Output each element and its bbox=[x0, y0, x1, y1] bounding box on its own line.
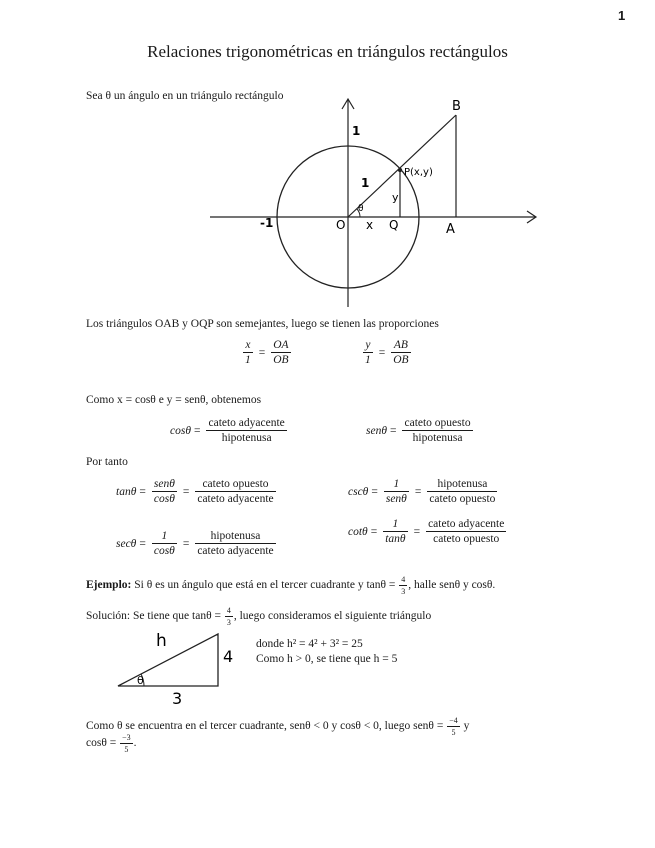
cot-definition bbox=[348, 518, 509, 545]
label-theta: θ bbox=[358, 204, 364, 214]
fraction bbox=[225, 606, 233, 627]
por-tanto-text: Por tanto bbox=[86, 456, 128, 468]
como-text: Como x = cosθ e y = senθ, obtenemos bbox=[86, 394, 262, 406]
equals: = bbox=[378, 346, 386, 359]
point-p bbox=[398, 168, 402, 172]
fraction bbox=[271, 339, 290, 366]
denominator: hipotenusa bbox=[412, 432, 463, 444]
label-one-top: 1 bbox=[352, 124, 361, 138]
label-three: 3 bbox=[172, 689, 183, 708]
numerator: y bbox=[363, 339, 373, 353]
denominator: senθ bbox=[385, 493, 407, 505]
solution-text bbox=[86, 606, 431, 627]
equals: = bbox=[139, 485, 146, 498]
numerator: AB bbox=[391, 339, 410, 353]
fraction bbox=[206, 417, 286, 444]
segment-ob bbox=[348, 115, 456, 217]
fraction bbox=[384, 478, 409, 505]
fraction bbox=[383, 518, 407, 545]
denominator: hipotenusa bbox=[221, 432, 272, 444]
numerator: cateto opuesto bbox=[195, 478, 275, 492]
numerator: hipotenusa bbox=[427, 478, 497, 492]
right-triangle-diagram bbox=[110, 628, 250, 708]
label-x: x bbox=[366, 218, 374, 232]
page-title: Relaciones trigonométricas en triángulos rectángulos bbox=[147, 42, 508, 61]
conclusion-text-c: cosθ = bbox=[86, 737, 120, 750]
numerator: −4 bbox=[449, 716, 458, 725]
denominator: cateto opuesto bbox=[433, 533, 500, 545]
numerator: cateto adyacente bbox=[208, 417, 285, 429]
numerator: cateto adyacente bbox=[428, 518, 505, 530]
solution-text-a: Solución: Se tiene que tanθ = bbox=[86, 610, 224, 623]
numerator: 1 bbox=[384, 478, 409, 492]
label-neg-one: -1 bbox=[260, 216, 274, 230]
equals: = bbox=[370, 525, 378, 538]
conclusion-text-d: . bbox=[133, 737, 137, 750]
equals: = bbox=[193, 424, 201, 437]
denominator: 1 bbox=[245, 354, 251, 366]
proportion-y bbox=[360, 339, 414, 366]
label-b: B bbox=[452, 99, 461, 114]
example-label: Ejemplo: bbox=[86, 579, 132, 592]
fraction bbox=[402, 417, 472, 444]
numerator: 4 bbox=[226, 606, 231, 615]
proportion-x bbox=[240, 339, 294, 366]
fraction bbox=[447, 716, 460, 737]
page-number: 1 bbox=[618, 8, 626, 23]
numerator: cateto opuesto bbox=[404, 417, 471, 429]
denominator: cateto opuesto bbox=[429, 493, 496, 505]
sen-definition bbox=[366, 417, 476, 444]
numerator: OA bbox=[273, 339, 289, 351]
fraction bbox=[152, 478, 177, 505]
tan-definition bbox=[116, 478, 279, 505]
conclusion-line-1 bbox=[86, 716, 469, 737]
denominator: cateto adyacente bbox=[197, 493, 274, 505]
equals: = bbox=[389, 424, 397, 437]
denominator: cateto adyacente bbox=[197, 545, 274, 557]
label-h: h bbox=[156, 631, 167, 651]
equals: = bbox=[414, 485, 422, 498]
numerator: x bbox=[243, 339, 253, 353]
numerator: hipotenusa bbox=[195, 530, 275, 544]
conclusion-text-b: y bbox=[460, 720, 470, 733]
sen-lhs: senθ bbox=[366, 424, 387, 437]
equals: = bbox=[413, 525, 421, 538]
label-y: y bbox=[392, 191, 399, 204]
denominator: 5 bbox=[451, 728, 456, 737]
numerator: 1 bbox=[383, 518, 407, 532]
denominator: 1 bbox=[365, 354, 371, 366]
fraction bbox=[426, 518, 506, 545]
example-text bbox=[86, 575, 495, 596]
fraction bbox=[152, 530, 177, 557]
similar-text: Los triángulos OAB y OQP son semejantes, luego se tienen las proporciones bbox=[86, 318, 439, 330]
denominator: 3 bbox=[226, 618, 231, 627]
fraction bbox=[399, 575, 407, 596]
denominator: 3 bbox=[401, 587, 406, 596]
label-one-radius: 1 bbox=[361, 176, 370, 190]
unit-circle-diagram bbox=[200, 95, 545, 315]
equals: = bbox=[182, 485, 190, 498]
intro-text: Sea θ un ángulo en un triángulo rectángulo bbox=[86, 90, 284, 102]
fraction bbox=[243, 339, 253, 366]
cos-definition bbox=[170, 417, 290, 444]
cot-lhs: cotθ bbox=[348, 525, 368, 538]
donde-line-1: donde h² = 4² + 3² = 25 bbox=[256, 638, 363, 650]
sec-definition bbox=[116, 530, 279, 557]
label-theta: θ bbox=[137, 674, 144, 687]
denominator: cosθ bbox=[153, 545, 175, 557]
denominator: OB bbox=[393, 354, 409, 366]
label-q: Q bbox=[389, 218, 399, 232]
fraction bbox=[391, 339, 410, 366]
equals: = bbox=[139, 537, 146, 550]
conclusion-line-2 bbox=[86, 733, 136, 754]
numerator: 4 bbox=[401, 575, 406, 584]
cos-lhs: cosθ bbox=[170, 424, 191, 437]
sec-lhs: secθ bbox=[116, 537, 137, 550]
equals: = bbox=[371, 485, 378, 498]
example-text-b: , halle senθ y cosθ. bbox=[408, 579, 496, 592]
label-four: 4 bbox=[223, 647, 234, 666]
equals: = bbox=[182, 537, 190, 550]
label-a: A bbox=[446, 222, 455, 237]
denominator: OB bbox=[273, 354, 289, 366]
fraction bbox=[195, 530, 275, 557]
denominator: tanθ bbox=[385, 533, 406, 545]
solution-text-b: , luego consideramos el siguiente triángulo bbox=[233, 610, 432, 623]
conclusion-text-a: Como θ se encuentra en el tercer cuadrante, senθ < 0 y cosθ < 0, luego senθ = bbox=[86, 720, 447, 733]
csc-definition bbox=[348, 478, 500, 505]
label-o: O bbox=[336, 218, 346, 232]
triangle bbox=[118, 634, 218, 686]
example-text-a: Si θ es un ángulo que está en el tercer cuadrante y tanθ = bbox=[131, 579, 399, 592]
label-p: P(x,y) bbox=[404, 167, 433, 178]
fraction bbox=[120, 733, 133, 754]
csc-lhs: cscθ bbox=[348, 485, 369, 498]
fraction bbox=[363, 339, 373, 366]
fraction bbox=[427, 478, 497, 505]
equals: = bbox=[258, 346, 266, 359]
numerator: 1 bbox=[152, 530, 177, 544]
tan-lhs: tanθ bbox=[116, 485, 137, 498]
denominator: 5 bbox=[124, 745, 129, 754]
numerator: senθ bbox=[153, 478, 175, 490]
fraction bbox=[195, 478, 275, 505]
denominator: cosθ bbox=[153, 493, 175, 505]
donde-line-2: Como h > 0, se tiene que h = 5 bbox=[256, 653, 398, 665]
numerator: −3 bbox=[122, 733, 131, 742]
